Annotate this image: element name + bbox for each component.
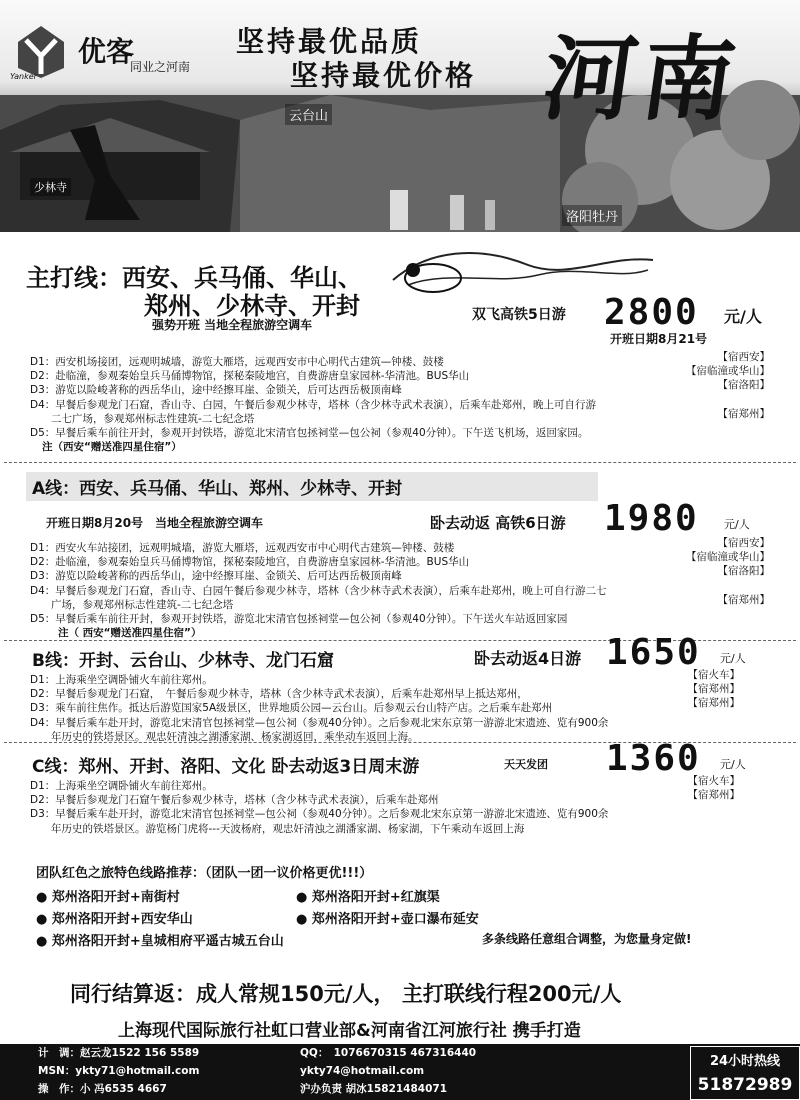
red-item: ● 郑州洛阳开封+皇城相府平遥古城五台山 [36,934,284,949]
line-c-price: 1360 [606,738,701,779]
red-item-label: 郑州洛阳开封+壶口瀑布延安 [311,912,479,927]
day-stay: 【宿郑州】 [687,683,740,696]
footer-op: 操 作：小 冯6535 4667 [38,1083,167,1095]
day-text: D4：早餐后参观龙门石窟，香山寺、白园午餐后参观少林寺，塔林（含少林寺武术表演），后乘车赴郑州，晚上可自行游二七 [30,584,607,597]
agency-text: 上海现代国际旅行社虹口营业部&河南省江河旅行社 携手打造 [118,1021,581,1041]
footer-calc: 计 调：赵云龙1522 156 5589 [38,1047,200,1059]
big-title: 河南 [536,25,748,133]
red-item-label: 郑州洛阳开封+红旗渠 [311,890,440,905]
settlement-text: 同行结算返：成人常规150元/人， 主打联线行程200元/人 [70,982,622,1006]
line-b-price: 1650 [606,632,701,673]
red-item: ● 郑州洛阳开封+南街村 [36,890,180,905]
line-a-itinerary [30,536,770,640]
label-yuntai: 云台山 [285,104,332,125]
day-text: D3：乘车前往焦作。抵达后游览国家5A级景区，世界地质公园—云台山。后参观云台山特产店。之后乘车赴郑州 [30,702,553,715]
main-note: 注（西安“赠送准四星住宿”） [42,441,182,454]
day-text: D3：早餐后乘车赴开封，游览北宋清官包拯祠堂—包公祠（参观40分钟）。之后参观北宋东京第一游游北宋遗迹、览有900余 [30,808,609,821]
day-text: D1：上海乘坐空调卧铺火车前往郑州。 [30,780,213,792]
day-stay: 【宿郑州】 [687,789,740,802]
day-stay: 【宿郑州】 [717,407,770,420]
line-a-subtitle: 开班日期8月20号 当地全程旅游空调车 [46,516,264,530]
line-b-title: B线：开封、云台山、少林寺、龙门石窟 [26,644,478,673]
main-unit: 元/人 [724,307,762,326]
main-title-1: 主打线：西安、兵马俑、华山、 [26,264,362,292]
red-item-label: 郑州洛阳开封+南街村 [51,890,180,905]
line-a-tour-type: 卧去动返 高铁6日游 [430,514,566,532]
header-banner [0,0,800,232]
line-a-note: 注（ 西安“赠送准四星住宿”） [58,627,202,640]
line-b-unit: 元/人 [720,652,746,665]
logo-text: Yanker [10,72,37,81]
label-shaolin: 少林寺 [30,178,71,196]
red-tour-title: 团队红色之旅特色线路推荐：（团队一团一议价格更优!!!） [36,866,373,881]
main-tour-type: 双飞高铁5日游 [472,307,566,323]
main-price: 2800 [604,292,699,333]
day-stay: 【宿西安】 [717,351,770,363]
brand-subtitle: 同业之河南 [130,60,191,74]
main-subtitle: 强势开班 当地全程旅游空调车 [152,318,313,332]
footer-qq: QQ： 1076670315 467316440 [300,1047,477,1059]
label-peony: 洛阳牡丹 [562,205,622,226]
day-stay: 【宿洛阳】 [717,565,770,578]
custom-note: 多条线路任意组合调整，为您量身定做! [482,932,692,946]
day-stay: 【宿郑州】 [717,593,770,606]
line-b-itinerary [30,668,770,743]
hotline-number: 51872989 [697,1075,793,1095]
red-item-label: 郑州洛阳开封+西安华山 [51,912,193,927]
slogan-quality: 坚持最优品质 [236,25,423,58]
day-text: D3：游览以险峻著称的西岳华山，途中经擦耳崖、金锁关、后可达西岳极顶南峰 [30,570,402,583]
line-c-daily: 天天发团 [504,758,548,771]
line-a-price: 1980 [604,498,699,539]
line-a-unit: 元/人 [724,518,750,531]
day-text: D5：早餐后乘车前往开封，参观开封铁塔，游览北宋清官包拯祠堂—包公祠（参观40分钟）。下午送飞机场，返回家园。 [30,426,589,439]
line-b-tour-type: 卧去动返4日游 [474,649,582,668]
day-text: D2：早餐后参观龙门石窟午餐后参观少林寺，塔林（含少林寺武术表演），后乘车赴郑州 [30,794,439,807]
main-itinerary [30,350,770,454]
line-c-unit: 元/人 [720,758,746,771]
day-text: 年历史的铁塔景区。观忠奸清浊之湖潘家湖、杨家湖返回，乘坐动车返回上海。 [30,730,419,743]
footer-msn1: MSN：ykty71@hotmail.com [38,1065,200,1077]
brand-name: 优客 [78,35,135,68]
day-text: D3：游览以险峻著称的西岳华山，途中经擦耳崖、金锁关，后可达西岳极顶南峰 [30,384,402,397]
slogan-price: 坚持最优价格 [290,59,477,92]
day-text: D1：西安机场接团，远观明城墙，游览大雁塔，远观西安市中心明代古建筑—钟楼、鼓楼 [30,356,444,368]
day-text: D2：赴临潼，参观秦始皇兵马俑博物馆，探秘秦陵地宫，自费游唐皇家园林-华清池。BUS华山 [30,370,470,383]
day-stay: 【宿洛阳】 [717,379,770,392]
day-stay: 【宿火车】 [687,775,740,787]
red-item-label: 郑州洛阳开封+皇城相府平遥古城五台山 [51,934,284,949]
divider [4,462,796,463]
day-text: 二七广场，参观郑州标志性建筑-二七纪念塔 [30,412,255,425]
day-stay: 【宿临潼或华山】 [686,551,770,564]
day-text: D2：赴临潼，参观秦始皇兵马俑博物馆，探秘秦陵地宫，自费游唐皇家园林-华清池。BUS华山 [30,556,470,569]
day-stay: 【宿火车】 [687,669,740,681]
footer-msn2: ykty74@hotmail.com [300,1065,425,1077]
red-item: ● 郑州洛阳开封+西安华山 [36,912,193,927]
main-start-date: 开班日期8月21号 [610,332,708,346]
day-text: D4：早餐后乘车赴开封，游览北宋清官包拯祠堂—包公祠（参观40分钟）。之后参观北宋东京第一游游北宋遗迹、览有900余 [30,716,609,729]
main-title-2: 郑州、少林寺、开封 [144,292,360,320]
line-c-itinerary [30,774,770,835]
day-text: 广场，参观郑州标志性建筑-二七纪念塔 [30,598,234,611]
red-item: ● 郑州洛阳开封+壶口瀑布延安 [296,912,479,927]
day-stay: 【宿西安】 [717,537,770,549]
day-stay: 【宿临潼或华山】 [686,365,770,378]
day-text: 年历史的铁塔景区。游览杨门虎将---天波杨府，观忠奸清浊之湖潘家湖、杨家湖，下午乘动车返回上海 [30,822,525,835]
line-a-title: A线：西安、兵马俑、华山、郑州、少林寺、开封 [26,472,598,501]
day-text: D1：上海乘坐空调卧铺火车前往郑州。 [30,674,213,686]
footer-hu: 沪办负责 胡冰15821484071 [300,1083,448,1095]
day-text: D4：早餐后参观龙门石窟，香山寺、白园，午餐后参观少林寺，塔林（含少林寺武术表演），后乘车赴郑州，晚上可自行游 [30,398,597,411]
day-text: D2：早餐后参观龙门石窟， 午餐后参观少林寺，塔林（含少林寺武术表演），后乘车赴郑州早上抵达郑州， [30,688,528,701]
day-stay: 【宿郑州】 [687,697,740,710]
day-text: D1：西安火车站接团，远观明城墙，游览大雁塔，远观西安市中心明代古建筑—钟楼、鼓楼 [30,542,455,554]
day-text: D5：早餐后乘车前往开封，参观开封铁塔，游览北宋清官包拯祠堂—包公祠（参观40分钟）。下午送火车站返回家园 [30,612,568,625]
hotline-box [690,1046,800,1100]
hotline-label: 24小时热线 [709,1054,781,1069]
red-item: ● 郑州洛阳开封+红旗渠 [296,890,440,905]
line-c-title: C线：郑州、开封、洛阳、文化 卧去动返3日周末游 [26,750,494,779]
